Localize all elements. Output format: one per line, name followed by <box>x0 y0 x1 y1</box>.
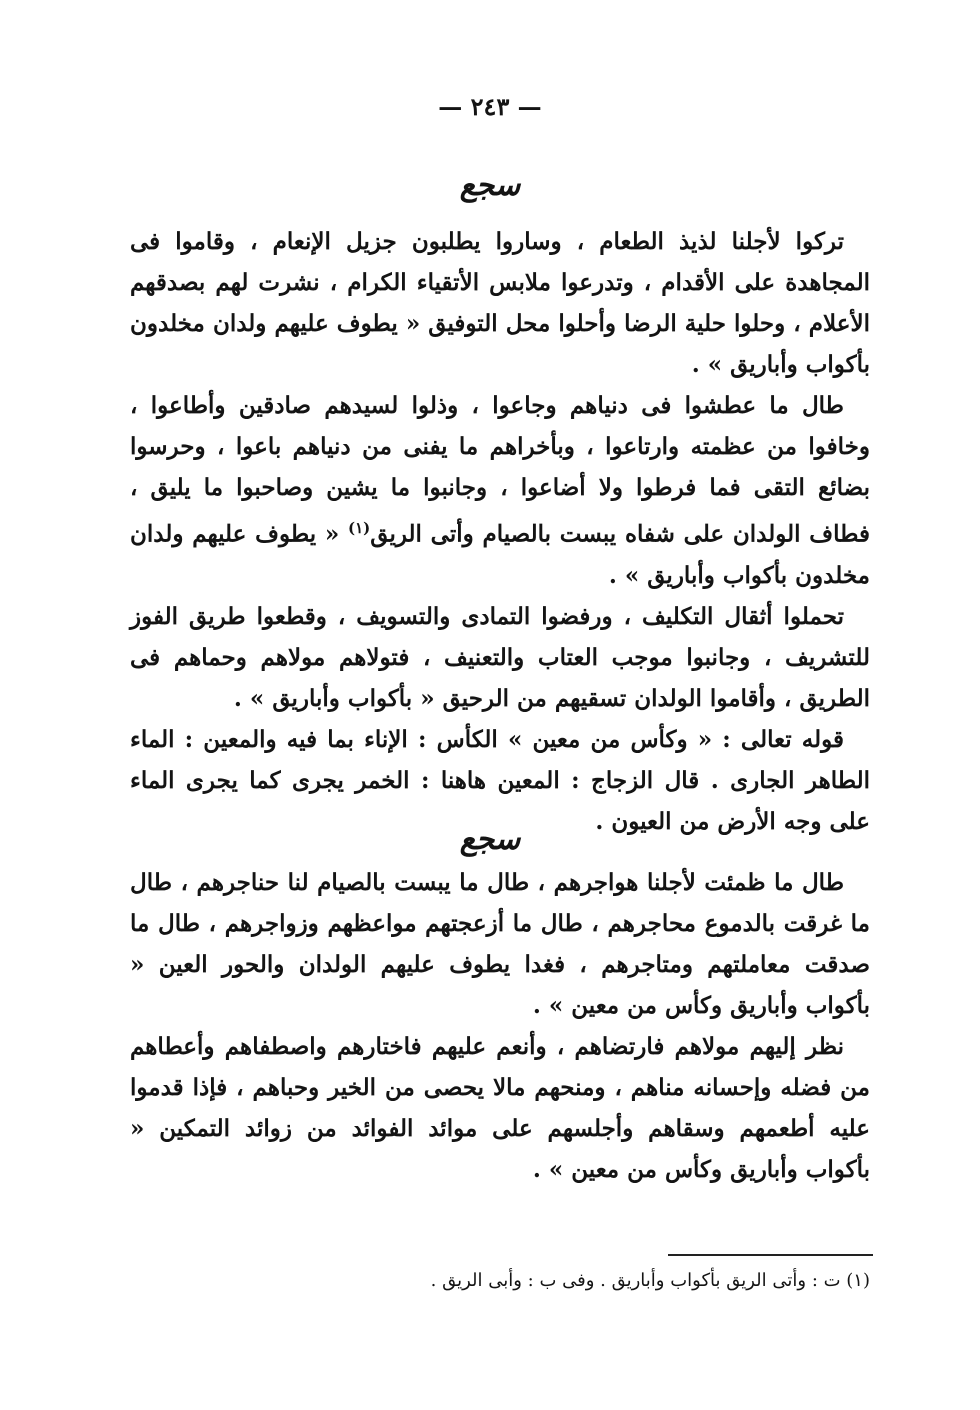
paragraph: نظر إليهم مولاهم فارتضاهم ، وأنعم عليهم فاختارهم واصطفاهم وأعطاهم من فضله وإحسانه مناهم ، ومنحهم مالا يحصى من الخير وحباهم ، فإذا قدموا عليه أطعمهم وسقاهم وأجلسهم على موائد الفوائد من زوائد التمكين « بأكواب وأباريق وكأس من معين » . <box>130 1033 870 1183</box>
footnote-reference: (١) <box>347 519 371 537</box>
paragraph: تركوا لأجلنا لذيذ الطعام ، وساروا يطلبون جزيل الإنعام ، وقاموا فى المجاهدة على الأقدام ، وتدرعوا ملابس الأتقياء الكرام ، نشرت لهم بصدقهم الأعلام ، وحلوا حلية الرضا وأحلوا محل التوفيق « يطوف عليهم ولدان مخلدون بأكواب وأباريق » . <box>130 228 870 378</box>
section-body <box>130 221 870 842</box>
paragraph: تحملوا أثقال التكليف ، ورفضوا التمادى والتسويف ، وقطعوا طريق الفوز للتشريف ، وجانبوا موجب العتاب والتعنيف ، فتولاهم مولاهم وحماهم فى الطريق ، وأقاموا الولدان تسقيهم من الرحيق « بأكواب وأباريق » . <box>130 602 870 712</box>
paragraph: قوله تعالى : « وكأس من معين » الكأس : الإناء بما فيه والمعين : الماء الطاهر الجارى . قال الزجاج : المعين هاهنا : الخمر يجرى كما يجرى الماء على وجه الأرض من العيون . <box>130 725 870 835</box>
paragraph-text: طال ما عطشوا فى دنياهم وجاعوا ، وذلوا لسيدهم صادقين وأطاعوا ، وخافوا من عظمته وارتاعوا ، وبأخراهم ما يفنى من دنياهم باعوا ، وحرسوا بضائع التقى فما فرطوا ولا أضاعوا ، وجانبوا ما يشين وصاحبوا ما يليق ، فطاف الولدان على شفاه يبست بالصيام وأتى الريق <box>130 392 870 548</box>
section-body <box>130 862 870 1190</box>
footnote-divider <box>668 1254 873 1256</box>
footnote: (١) ت : وأتى الريق بأكواب وأباريق . وفى ب : وأبى الريق . <box>430 1270 870 1291</box>
paragraph-text: « يطوف عليهم ولدان مخلدون بأكواب وأباريق » . <box>130 520 870 589</box>
paragraph: طال ما ظمئت لأجلنا هواجرهم ، طال ما يبست بالصيام لنا حناجرهم ، طال ما غرقت بالدموع محاجرهم ، طال ما أزعجتهم مواعظهم وزواجرهم ، طال ما صدقت معاملتهم ومتاجرهم ، فغدا يطوف عليهم الولدان والحور العين « بأكواب وأباريق وكأس من معين » . <box>130 869 870 1019</box>
page-number: — ٢٤٣ — <box>438 92 542 121</box>
section-heading: سجع <box>459 822 521 857</box>
paragraph <box>130 385 870 596</box>
section-heading: سجع <box>459 168 521 203</box>
